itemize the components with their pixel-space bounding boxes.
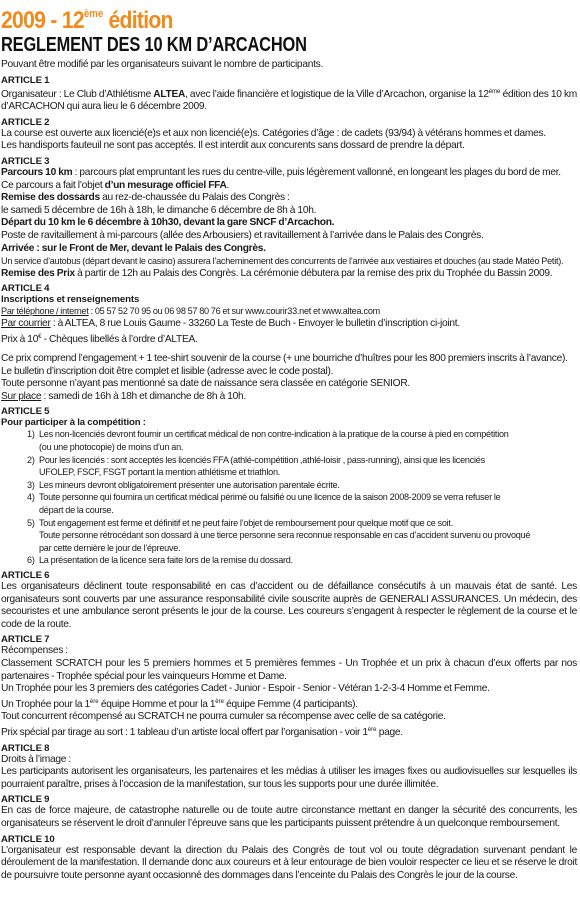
article-8-text: Les participants autorisent les organisateurs, les partenaires et les médias à utiliser les images fixes ou audiovisuelles sur lesquelles ils pourraient paraître, prises à l’occasion de la manifestation, sur tous les supports pour une durée illimitée.	[1, 766, 577, 790]
article-7-heading: ARTICLE 7	[1, 634, 50, 646]
article-4-naissance: Toute personne n’ayant pas mentionné sa date de naissance sera classée en catégorie SENIOR.	[1, 378, 410, 390]
article-6-text: Les organisateurs déclinent toute responsabilité en cas d’accident ou de défaillance consécutifs à un mauvais état de santé. Les organisateurs sont couverts par une assurance responsabilité civile souscrite auprès de GENERALI ASSURANCES. Un médecin, des secouristes et une ambulance seront présents le jour de la course. Les coureurs s’engagent à respecter le règlement de la course et le code de la route.	[1, 581, 577, 630]
article-7-equipes: Un Trophée pour la 1ère équipe Homme et pour la 1ère équipe Femme (4 participants).	[1, 698, 358, 710]
article-10-heading: ARTICLE 10	[1, 833, 55, 845]
article-3-mesurage: Ce parcours a fait l’objet d’un mesurage officiel FFA.	[1, 179, 230, 191]
article-4-heading: ARTICLE 4	[1, 283, 50, 295]
article-9-text: En cas de force majeure, de catastrophe naturelle ou de toute autre circonstance mettant en danger la sécurité des concurrents, les organisateurs se réservent le droit d’annuler l’épreuve sans que les participants puissent prétendre à un quelconque remboursement.	[1, 805, 577, 829]
article-3-dossards-dates: le samedi 5 décembre de 16h à 18h, le dimanche 6 décembre de 8h à 10h.	[1, 204, 317, 216]
article-7-tirage: Prix spécial par tirage au sort : 1 tableau d’un artiste local offert par l’organisation - voir 1ère page.	[1, 726, 403, 738]
article-4-telephone: Par téléphone / internet : 05 57 52 70 95 ou 06 98 57 80 76 et sur www.courir33.net et www.altea.com	[1, 306, 380, 317]
article-3-heading: ARTICLE 3	[1, 155, 50, 167]
article-2-line-1: La course est ouverte aux licencié(e)s et aux non licencié(e)s. Catégories d’âge : de cadets (93/94) à vétérans hommes et dames.	[1, 127, 546, 139]
article-1-text: Organisateur : Le Club d’Athlétisme ALTEA, avec l’aide financière et logistique de la Ville d’Arcachon, organise la 12ème édition des 10 km d’ARCACHON qui aura lieu le 6 décembre 2009.	[1, 88, 577, 113]
article-4-bulletin: Le bulletin d’inscription doit être complet et lisible (adresse avec le code postal).	[1, 365, 334, 377]
article-9-heading: ARTICLE 9	[1, 794, 50, 806]
article-3-dossards: Remise des dossards au rez-de-chaussée du Palais des Congrès :	[1, 192, 290, 204]
article-5-heading: ARTICLE 5	[1, 406, 50, 418]
article-8-heading: ARTICLE 8	[1, 742, 50, 754]
article-10-text: L’organisateur est responsable devant la direction du Palais des Congrès de tout vol ou toute dégradation survenant pendant le déroulement de la manifestation. Il demande donc aux coureurs et à leur entourage de bien vouloir respecter ce lieu et se réserve le droit de poursuivre toute personne ayant occasionné des dommages dans l’enceinte du Palais des Congrès le jour de la course.	[1, 844, 577, 881]
list-item: Tout engagement est ferme et définitif et ne peut faire l’objet de remboursement pour quelque motif que ce soit. Toute personne rétrocédant son dossard à une tierce personne sera reconnue responsable en cas d’accident survenu ou provoqué par cette dernière le jour de l’épreuve.	[39, 517, 531, 553]
edition-year: 2009 - 12	[1, 7, 84, 34]
article-2-heading: ARTICLE 2	[1, 116, 50, 128]
article-4-courrier: Par courrier : à ALTEA, 8 rue Louis Gaume - 33260 La Teste de Buch - Envoyer le bulletin d’inscription ci-joint.	[1, 317, 460, 329]
list-item: Les non-licenciés devront fournir un certificat médical de non contre-indication à la pratique de la course à pied en compétition (ou une photocopie) de moins d’un an.	[39, 429, 509, 453]
intro-text: Pouvant être modifié par les organisateurs suivant le nombre de participants.	[1, 59, 324, 70]
article-4-sur-place: Sur place : samedi de 16h à 18h et dimanche de 8h à 10h.	[1, 390, 246, 402]
list-item: La présentation de la licence sera faite lors de la remise du dossard.	[39, 555, 293, 566]
list-item: Pour les licenciés : sont acceptés les licenciés FFA (athlé-compétition ,athlé-loisir , pass-running), ainsi que les licenciés UFOLEP, FSCF, FSGT portant la mention athlétisme et triathlon.	[39, 454, 485, 478]
article-7-subheading: Récompenses :	[1, 645, 68, 657]
document-body	[1, 56, 577, 882]
article-4-prix: Prix à 10€ - Chèques libellés à l’ordre d’ALTEA.	[1, 333, 198, 345]
article-5-list	[1, 428, 577, 567]
article-6-heading: ARTICLE 6	[1, 570, 50, 581]
article-3-parcours: Parcours 10 km : parcours plat empruntant les rues du centre-ville, puis légèrement vallonné, en longeant les plages du bord de mer.	[1, 166, 561, 178]
article-4-subheading: Inscriptions et renseignements	[1, 294, 140, 306]
edition-word: édition	[103, 7, 173, 34]
list-item: Toute personne qui fournira un certificat médical périmé ou falsifié ou une licence de la saison 2008-2009 se verra refuser le départ de la course.	[39, 492, 501, 516]
article-7-scratch: Classement SCRATCH pour les 5 premiers hommes et 5 premières femmes - Un Trophée et un prix à chacun d’eux offerts par nos partenaires - Trophée spécial pour les vainqueurs Homme et Dame.	[1, 657, 577, 682]
article-1-heading: ARTICLE 1	[1, 74, 50, 86]
altea-bold: ALTEA	[153, 88, 186, 100]
edition-heading	[1, 2, 508, 33]
article-2-line-2: Les handisports fauteuil ne sont pas acceptés. Il est interdit aux concurents sans dossard de prendre la départ.	[1, 140, 465, 152]
article-5-subheading: Pour participer à la compétition :	[1, 417, 146, 429]
article-3-arrivee: Arrivée : sur le Front de Mer, devant le Palais des Congrès.	[1, 242, 266, 254]
list-item: Les mineurs devront obligatoirement présenter une autorisation parentale écrite.	[39, 479, 340, 490]
article-3-depart: Départ du 10 km le 6 décembre à 10h30, devant la gare SNCF d’Arcachon.	[1, 217, 335, 229]
article-3-autobus: Un service d’autobus (départ devant le casino) assurera l’acheminement des concurrents de l’arrivée aux vestiaires et douches (au stade Matéo Petit).	[1, 256, 564, 267]
article-7-cumul: Tout concurrent récompensé au SCRATCH ne pourra cumuler sa récompense avec celle de sa catégorie.	[1, 711, 446, 723]
article-8-subheading: Droits à l’image :	[1, 753, 71, 765]
article-4-prix-comprend: Ce prix comprend l’engagement + 1 tee-shirt souvenir de la course (+ une bourriche d’huîtres pour les 800 premiers inscrits à l’avance).	[1, 353, 568, 365]
edition-superscript: ème	[83, 8, 104, 20]
article-3-remise-prix: Remise des Prix à partir de 12h au Palais des Congrès. La cérémonie débutera par la remise des prix du Trophée du Bassin 2009.	[1, 267, 553, 279]
article-7-categories: Un Trophée pour les 3 premiers des catégories Cadet - Junior - Espoir - Senior - Vétéran 1-2-3-4 Homme et Femme.	[1, 683, 490, 695]
article-3-ravitaillement: Poste de ravitaillement à mi-parcours (allée des Arbousiers) et ravitaillement à l’arrivée dans le Palais des Congrès.	[1, 229, 484, 241]
page-title: REGLEMENT DES 10 KM D’ARCACHON	[1, 34, 307, 56]
